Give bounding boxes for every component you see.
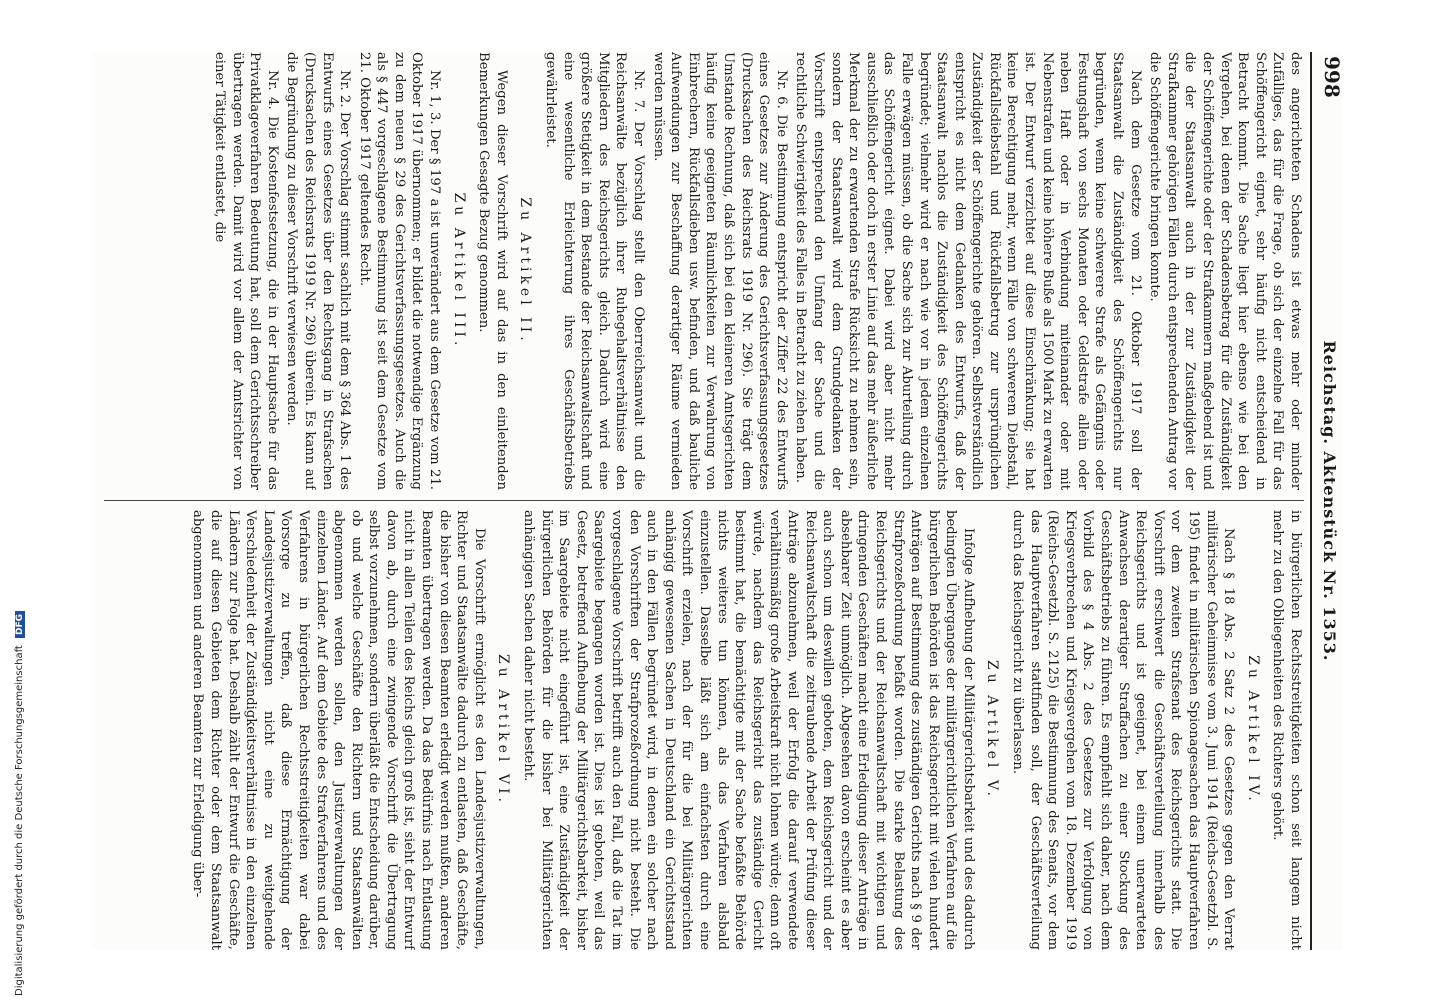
paragraph: Nr. 2. Der Vorschlag stimmt sachlich mit dem § 364 Abs. 1 des Entwurfs eines Gesetzes über den Rechtsgang in Strafsachen (Drucksachen des Reichsrats 1919 Nr. 296) überein. Es kann auf die Begründung zu dieser Vorschrift verwiesen werden. [284,52,353,490]
paragraph: Die Vorschrift ermöglicht es den Landesjustizverwaltungen, Richter und Staatsanwälte dadurch zu entlasten, daß Geschäfte, die bisher von diesen Beamten erledigt werden mußten, anderen Beamten übertragen werden. Da das Bedürfnis nach Entlastung nicht in allen Teilen des Reichs gleich groß ist, sieht der Entwurf davon ab, durch eine zwingende Vorschrift die Übertragung selbst vorzunehmen, sondern überläßt die Entscheidung darüber, ob und welche Geschäfte den Richtern und Staatsanwälten abgenommen werden sollen, den Justizverwaltungen der einzelnen Länder. Auf dem Gebiete des Strafverfahrens und des Verfahrens in bürgerlichen Rechtsstreitigkeiten war dabei Vorsorge zu treffen, daß diese Ermächtigung der Landesjustizverwaltungen nicht eine zu weitgehende Verschiedenheit der Zuständigkeitsverhältnisse in den einzelnen Ländern zur Folge hat. Deshalb zählt der Entwurf die Geschäfte, die auf diesen Gebieten dem Richter oder dem Staatsanwalt abgenommen und anderen Beamten zur Erledigung über- [190,510,487,950]
section-heading: Zu Artikel VI. [495,654,512,806]
section-heading: Zu Artikel II. [517,197,534,345]
text-column-left [104,52,1304,490]
column-divider [104,500,1304,501]
section-heading: Zu Artikel V. [984,660,1001,800]
page-title: Reichstag. Aktenstück Nr. 1353. [1320,340,1339,662]
page-number: 998 [1320,56,1344,98]
text-column-right [104,510,1304,950]
section-heading: Zu Artikel III. [450,192,467,350]
paragraph: Nr. 1, 3. Der § 197 a ist unverändert aus dem Gesetze vom 21. Oktober 1917 übernommen; er bildet die notwendige Ergänzung zu dem neuen § 29 des Gerichtsverfassungsgesetzes. Auch die als § 447 vorgeschlagene Bestimmung ist seit dem Gesetze vom 21. Oktober 1917 geltendes Recht. [356,52,443,490]
document-page [92,52,1342,950]
paragraph: Nr. 4. Die Kostenfestsetzung, die in der Hauptsache für das Privatklageverfahren Bedeutung hat, soll dem Gerichtsschreiber übertragen werden. Damit wird vor allem der Amtsrichter von einer Tätigkeit entlastet, die [211,52,280,490]
paragraph: Infolge Aufhebung der Militärgerichtsbarkeit und des dadurch bedingten Überganges der militärgerichtlichen Verfahren auf die bürgerlichen Behörden ist das Reichsgericht mit vielen hundert Anträgen auf Bestimmung des zuständigen Gerichts nach § 9 der Strafprozeßordnung befaßt worden. Die starke Belastung des Reichsgerichts und der Reichsanwaltschaft mit wichtigen und dringenden Geschäften macht eine Erledigung dieser Anträge in absehbarer Zeit unmöglich. Abgesehen davon erscheint es aber auch schon um deswillen geboten, dem Reichsgericht und der Reichsanwaltschaft die zeitraubende Arbeit der Prüfung dieser Anträge abzunehmen, weil der Erfolg die darauf verwendete verhältnismäßig große Arbeitskraft nicht lohnen würde; denn oft würde, nachdem das Reichsgericht das zuständige Gericht bestimmt hat, die bemächtigte mit der Sache befaßte Behörde nichts weiteres tun können, als das Verfahren alsbald einzustellen. Dasselbe läßt sich am einfachsten durch eine Vorschrift erzielen, nach der für die bei Militärgerichten anhängig gewesenen Sachen in Deutschland ein Gerichtsstand auch in den Fällen begründet wird, in denen ein solcher nach den Vorschriften der Strafprozeßordnung nicht besteht. Die vorgeschlagene Vorschrift betrifft auch den Fall, daß die Tat im Saargebiete begangen worden ist. Dies ist geboten, weil das Gesetz, betreffend Aufhebung der Militärgerichtsbarkeit, bisher im Saargebiete nicht eingeführt ist, eine Zuständigkeit der bürgerlichen Behörden für die bisher bei Militärgerichten anhängigen Sachen daher nicht besteht. [521,510,976,950]
paragraph: Nr. 6. Die Bestimmung entspricht der Ziffer 22 des Entwurfs eines Gesetzes zur Änderung des Gerichtsverfassungsgesetzes (Drucksachen des Reichsrats 1919 Nr. 296). Sie trägt dem Umstande Rechnung, daß sich bei den kleineren Amtsgerichten häufig keine geeigneten Räumlichkeiten zur Verwahrung von Einbrechern, Rückfallsdieben usw. befinden, und daß bauliche Aufwendungen zur Beschaffung derartiger Räume vermieden werden müssen. [650,52,789,490]
dfg-logo: DFG [15,611,25,638]
digitization-credit [14,611,25,996]
paragraph: Nach dem Gesetze vom 21. Oktober 1917 soll der Staatsanwalt die Zuständigkeit des Schöffengerichts nur begründen, wenn keine schwerere Strafe als Gefängnis oder Festungshaft von sechs Monaten oder Geldstrafe allein oder neben Haft oder in Verbindung miteinander oder mit Nebenstrafen und keine höhere Buße als 1500 Mark zu erwarten ist. Der Entwurf verzichtet auf diese Einschränkung; sie hat keine Berechtigung mehr, wenn Fälle von schwerem Diebstahl, Rückfallsdiebstahl und Rückfallsbetrug zur ursprünglichen Zuständigkeit der Schöffengerichte gehören. Selbstverständlich entspricht es nicht dem Gedanken des Entwurfs, daß der Staatsanwalt nachlos die Zuständigkeit des Schöffengerichts begründet; vielmehr wird er nach wie vor in jedem einzelnen Falle erwägen müssen, ob die Sache sich zur Aburteilung durch das Schöffengericht eignet. Dabei wird aber nicht mehr ausschließlich oder doch in erster Linie auf das mehr äußerliche Merkmal der zu erwartenden Strafe Rücksicht zu nehmen sein, sondern der Staatsanwalt wird dem Grundgedanken der Vorschrift entsprechend den Umfang der Sache und die rechtliche Schwierigkeit des Falles in Betracht zu ziehen haben. [793,52,1143,490]
paragraph: in bürgerlichen Rechtsstreitigkeiten schon seit langem nicht mehr zu den Obliegenheiten des Richters gehört. [1270,510,1303,950]
section-heading: Zu Artikel IV. [1244,655,1261,805]
running-head [1310,52,1342,950]
credit-text: Digitalisierung gefördert durch die Deutsche Forschungsgemeinschaft [14,645,25,996]
paragraph: des angerichteten Schadens ist etwas mehr oder minder Zufälliges, das für die Frage, ob sich der einzelne Fall für das Schöffengericht eignet, sehr häufig nicht entscheidend in Betracht kommt. Die Sache liegt hier ebenso wie bei den Vergehen, bei denen der Schadensbetrag für die Zuständigkeit der Schöffengerichte oder der Strafkammern maßgebend ist und die der Staatsanwalt auch in der zur Zuständigkeit der Strafkammer gehörigen Fällen durch entsprechenden Antrag vor die Schöffengerichte bringen konnte. [1147,52,1303,490]
paragraph: Nach § 18 Abs. 2 Satz 2 des Gesetzes gegen den Verrat militärischer Geheimnisse vom 3. Juni 1914 (Reichs-Gesetzbl. S. 195) findet in militärischen Spionagesachen das Hauptverfahren vor dem zweiten Strafsenat des Reichsgerichts statt. Die Vorschrift erschwert die Geschäftsverteilung innerhalb des Reichsgerichts und ist geeignet, bei einem unerwarteten Anwachsen derartiger Straffachen zu einer Stockung des Geschäftsbetriebs zu führen. Es empfiehlt sich daher, nach dem Vorbild des § 4 Abs. 2 des Gesetzes zur Verfolgung von Kriegsverbrechen und Kriegsvergehen vom 18. Dezember 1919 (Reichs-Gesetzbl. S. 2125) die Bestimmung des Senats, vor dem das Hauptverfahren stattfinden soll, der Geschäftsverteilung durch das Reichsgericht zu überlassen. [1010,510,1237,950]
paragraph: Wegen dieser Vorschrift wird auf das in den einleitenden Bemerkungen Gesagte Bezug genommen. [476,52,509,490]
paragraph: Nr. 7. Der Vorschlag stellt den Oberreichsanwalt und die Reichsanwälte bezüglich ihrer Ruhegehaltsverhältnisse den Mitgliedern des Reichsgerichts gleich. Dadurch wird eine größere Stetigkeit in dem Bestande der Reichsanwaltschaft und eine wesentliche Erleichterung ihres Geschäftsbetriebs gewährleistet. [543,52,647,490]
